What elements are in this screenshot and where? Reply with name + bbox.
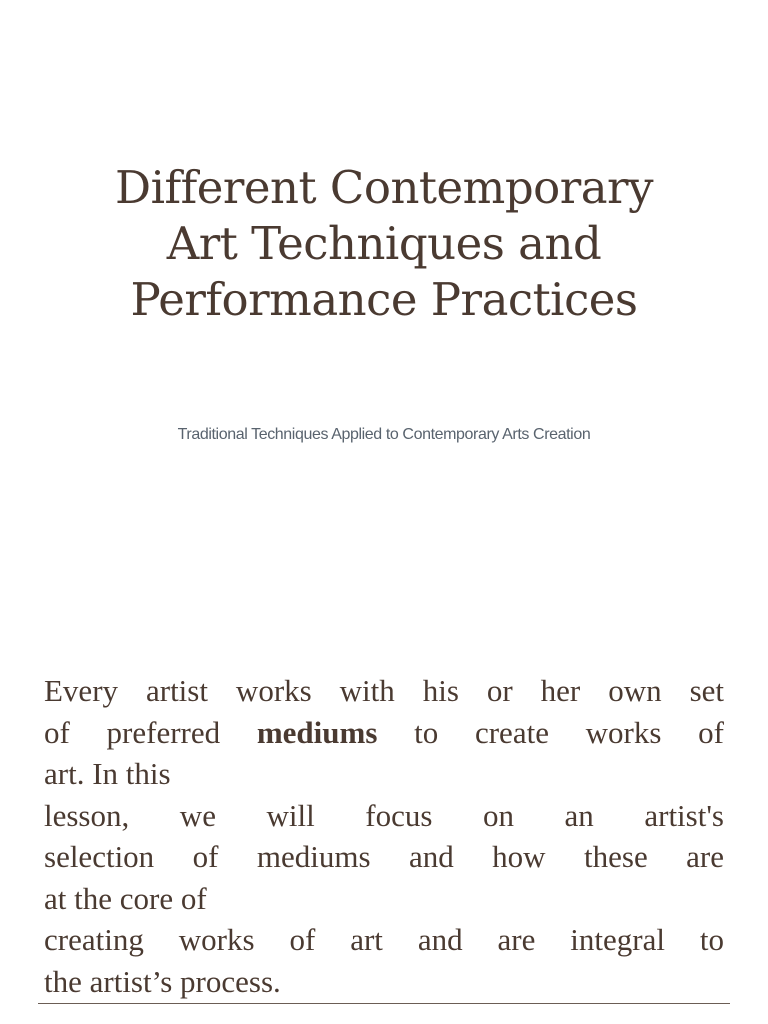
body-line-2-end: to create works of xyxy=(377,714,724,750)
title-line-3: Performance Practices xyxy=(130,273,638,326)
body-line-6: at the core of xyxy=(44,880,207,916)
title-line-2: Art Techniques and xyxy=(166,217,602,270)
bottom-divider xyxy=(38,1003,730,1004)
subtitle: Traditional Techniques Applied to Contemporary Arts Creation xyxy=(177,426,591,443)
body-paragraph xyxy=(44,670,724,1002)
body-line-3: art. In this xyxy=(44,756,171,791)
body-line-2 xyxy=(44,712,724,754)
body-line-8: the artist’s process. xyxy=(44,963,281,999)
page-title xyxy=(40,160,728,328)
title-line-1: Different Contemporary xyxy=(115,161,653,214)
emphasis-mediums: mediums xyxy=(256,714,378,750)
body-line-5: selection of mediums and how these are xyxy=(44,839,724,874)
body-line-1: Every artist works with his or her own set xyxy=(44,673,724,708)
body-line-7: creating works of art and are integral to xyxy=(44,922,724,957)
body-line-2-start: of preferred xyxy=(44,714,257,750)
body-line-4: lesson, we will focus on an artist's xyxy=(44,797,724,833)
